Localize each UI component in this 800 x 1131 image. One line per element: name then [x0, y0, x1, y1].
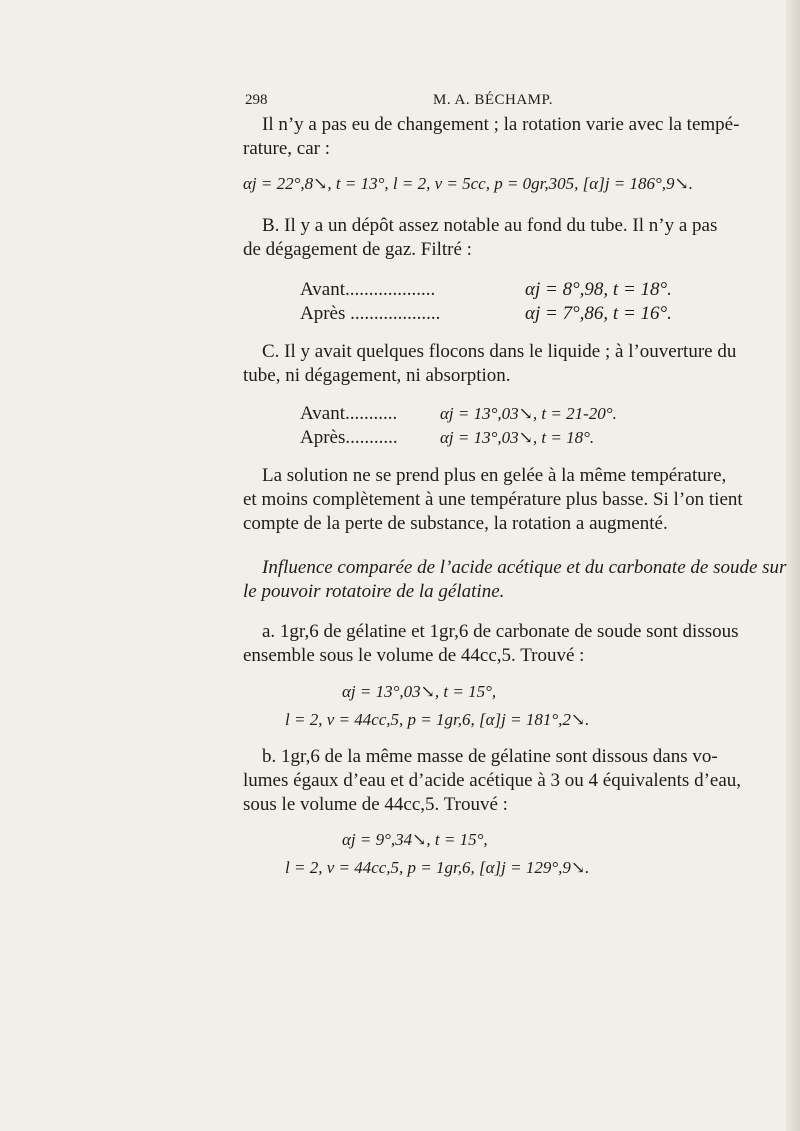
row-label: Avant........... [300, 403, 398, 424]
row-label: Avant................... [300, 279, 436, 300]
equation: l = 2, v = 44cc,5, p = 1gr,6, [α]j = 129°,9↘. [285, 858, 590, 877]
paragraph-line: b. 1gr,6 de la même masse de gélatine sont dissous dans vo- [262, 746, 718, 767]
paragraph-line: tube, ni dégagement, ni absorption. [243, 365, 511, 386]
row-label: Après........... [300, 427, 398, 448]
paragraph-line: lumes égaux d’eau et d’acide acétique à 3 ou 4 équivalents d’eau, [243, 770, 742, 791]
equation: αj = 9°,34↘, t = 15°, [342, 830, 488, 849]
row-value: αj = 8°,98, t = 18°. [525, 279, 672, 300]
equation: αj = 13°,03↘, t = 15°, [342, 682, 497, 701]
section-title: le pouvoir rotatoire de la gélatine. [243, 581, 505, 602]
paragraph-line: rature, car : [243, 138, 331, 159]
equation: αj = 22°,8↘, t = 13°, l = 2, v = 5cc, p = 0gr,305, [α]j = 186°,9↘. [243, 174, 694, 193]
paragraph-line: La solution ne se prend plus en gelée à la même température, [262, 465, 727, 486]
row-label: Après ................... [300, 303, 441, 324]
paragraph-line: a. 1gr,6 de gélatine et 1gr,6 de carbonate de soude sont dissous [262, 621, 739, 642]
running-title: M. A. BÉCHAMP. [433, 92, 553, 108]
paragraph-line: B. Il y a un dépôt assez notable au fond du tube. Il n’y a pas [262, 215, 718, 236]
row-value: αj = 13°,03↘, t = 21-20°. [440, 404, 617, 423]
row-value: αj = 7°,86, t = 16°. [525, 303, 672, 324]
paragraph-line: C. Il y avait quelques flocons dans le liquide ; à l’ouverture du [262, 341, 737, 362]
page-number: 298 [245, 92, 268, 108]
row-value: αj = 13°,03↘, t = 18°. [440, 428, 595, 447]
page-edge [786, 0, 800, 1131]
paragraph-line: ensemble sous le volume de 44cc,5. Trouvé : [243, 645, 585, 666]
section-title: Influence comparée de l’acide acétique et du carbonate de soude sur [262, 557, 787, 578]
equation: l = 2, v = 44cc,5, p = 1gr,6, [α]j = 181°,2↘. [285, 710, 590, 729]
paragraph-line: de dégagement de gaz. Filtré : [243, 239, 472, 260]
paragraph-line: et moins complètement à une température plus basse. Si l’on tient [243, 489, 743, 510]
paragraph-line: compte de la perte de substance, la rotation a augmenté. [243, 513, 668, 534]
paragraph-line: sous le volume de 44cc,5. Trouvé : [243, 794, 508, 815]
paragraph-line: Il n’y a pas eu de changement ; la rotation varie avec la tempé- [262, 114, 740, 135]
